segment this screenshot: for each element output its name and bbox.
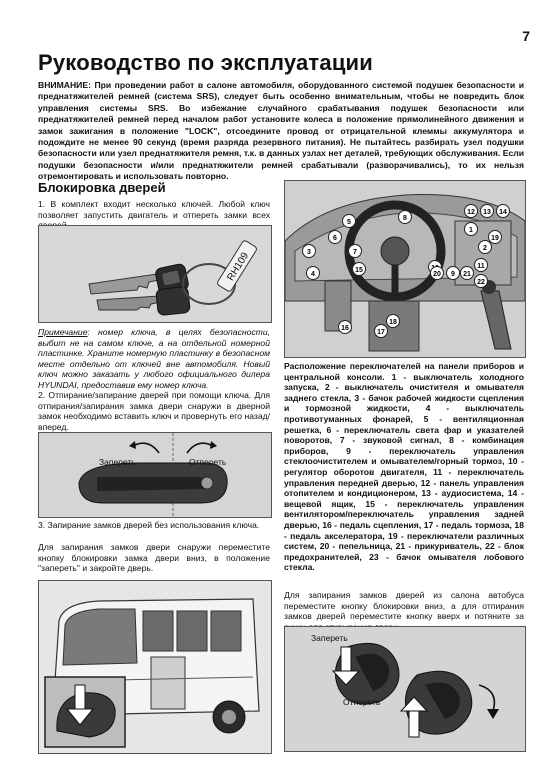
inside-lock-paragraph: Для запирания замков дверей из салона автобуса переместите кнопку блокировки вниз, а для отпирания замков дверей переместите кнопку вверх и потяните за — [284, 590, 524, 622]
bus-figure — [38, 580, 272, 754]
note-label: Примечание — [38, 327, 88, 337]
key-lock-paragraph: 2. Отпирание/запирание дверей при помощи ключа. Для отпирания/запирания замка двери снаружи в дверной замок необходимо вставить ключ и провернуть его назад/вперед. — [38, 390, 270, 432]
callout-number: 7 — [353, 248, 357, 256]
note-paragraph — [38, 327, 270, 391]
callout-number: 16 — [341, 324, 349, 332]
callout-number: 1 — [469, 226, 473, 234]
warning-text — [38, 80, 524, 183]
callout-number: 14 — [499, 208, 507, 216]
left-column — [38, 180, 270, 231]
outside-lock-paragraph: Для запирания замков двери снаружи переместите кнопку блокировки замка двери вниз, в положение "запереть" и закройте дверь. — [38, 542, 270, 574]
note-text: : номер ключа, в целях безопасности, выбит не на самом ключе, а на отдельной номерной пластинке. Храните номерную пластинку в безопасном месте отдельно от ключей вне автомобиля. Новый ключ можно заказать у любого официального дилера HYUNDAI, предоставив ему номер ключа. — [38, 327, 270, 390]
callout-number: 20 — [433, 270, 441, 278]
callout-number: 21 — [463, 270, 471, 278]
dashboard-caption-lead: Расположение переключателей на панели приборов и центральной консоли. — [284, 361, 524, 382]
callout-number: 13 — [483, 208, 491, 216]
warning-body: При проведении работ в салоне автомобиля, оборудованного системой подушек безопасности и преднатяжителей ремней (система SRS), следует быть особенно внимательным, чтобы не повредить блок управления системы SRS. Во избежание случайного срабатывания подушек безопасности или преднатяжителей ремней перед началом работ установите колеса в положение прямолинейного движения и замок зажигания в положение "LOCK", отсоедините провод от отрицательной клеммы аккумулятора и подождите не менее 90 секунд (время разряда резервного питания). Не пытайтесь разбирать узел подушки безопасности или узел преднатяжителя ремня, т.к. в данных узлах нет деталей, требующих обслуживания. Если подушки безопасности и/или преднатяжители ремней срабатывали (разворачивались), то их нельзя отремонтировать и использовать повторно. — [38, 80, 524, 182]
callout-number: 15 — [355, 266, 363, 274]
callout-number: 3 — [307, 248, 311, 256]
page-title: Руководство по эксплуатации — [38, 50, 374, 75]
warning-label: ВНИМАНИЕ: — [38, 80, 91, 90]
callout-number: 6 — [333, 234, 337, 242]
callout-number: 2 — [483, 244, 487, 252]
door-key-figure — [38, 432, 272, 518]
inside-unlock-label: Отпереть — [343, 697, 381, 707]
dashboard-figure — [284, 180, 526, 358]
inside-lock-label: Запереть — [311, 633, 348, 643]
door-lock-heading: Блокировка дверей — [38, 180, 166, 195]
callout-number: 8 — [403, 214, 407, 222]
door-handle-icon — [79, 463, 227, 503]
dashboard-caption — [284, 361, 524, 573]
key-tag-text: RH109 — [225, 250, 252, 283]
dashboard-caption-list: 1 - выключатель холодного запуска, 2 - выключатель очистителя и омывателя заднего стекла, 3 - бачок рабочей жидкости сцепления и тормозной жидкости, 4 - выключатель противотуманных фонарей, 5 - вентиляционная решетка, 6 - переключатель света фар и указателей поворотов, 7 - звуковой сигнал, 8 - комбинация приборов, 9 - переключатель управления стеклоочистителем и омывателем/горный тормоз, 10 - регулятор оборотов двигателя, 11 - переключатель управления передней дверью, 12 - панель управления отопителем и кондиционером, 13 - аудиосистема, 14 - вещевой ящик, 15 - переключатель управления вентилятором/переключатель управления задней дверью, 16 - педаль сцепления, 17 - педаль тормоза, 18 - педаль акселератора, 19 - переключатели различных систем, 20 - пепельница, 21 - прикуриватель, 22 - блок предохранителей, 23 - бачок омывателя лобового стекла. — [284, 371, 525, 573]
keys-figure — [38, 225, 272, 323]
callout-number: 18 — [389, 318, 397, 326]
no-key-paragraph: 3. Запирание замков дверей без использования ключа. — [38, 520, 260, 530]
callout-number: 4 — [311, 270, 315, 278]
lock-label: Запереть — [99, 457, 136, 467]
callout-number: 9 — [451, 270, 455, 278]
callout-number: 19 — [491, 234, 499, 242]
inside-handle-figure — [284, 626, 526, 752]
callout-number: 5 — [347, 218, 351, 226]
keys-paragraph: 1. В комплект входит несколько ключей. Любой ключ позволяет запустить двигатель и отпереть замки всех — [38, 199, 270, 220]
callout-number: 11 — [477, 262, 485, 270]
keys-illustration — [39, 226, 271, 322]
callout-number: 22 — [477, 278, 485, 286]
page-number: 7 — [522, 28, 530, 44]
door-button-inset — [45, 677, 125, 747]
callout-number: 17 — [377, 328, 385, 336]
callout-number: 12 — [467, 208, 475, 216]
unlock-label: Отпереть — [189, 457, 227, 467]
